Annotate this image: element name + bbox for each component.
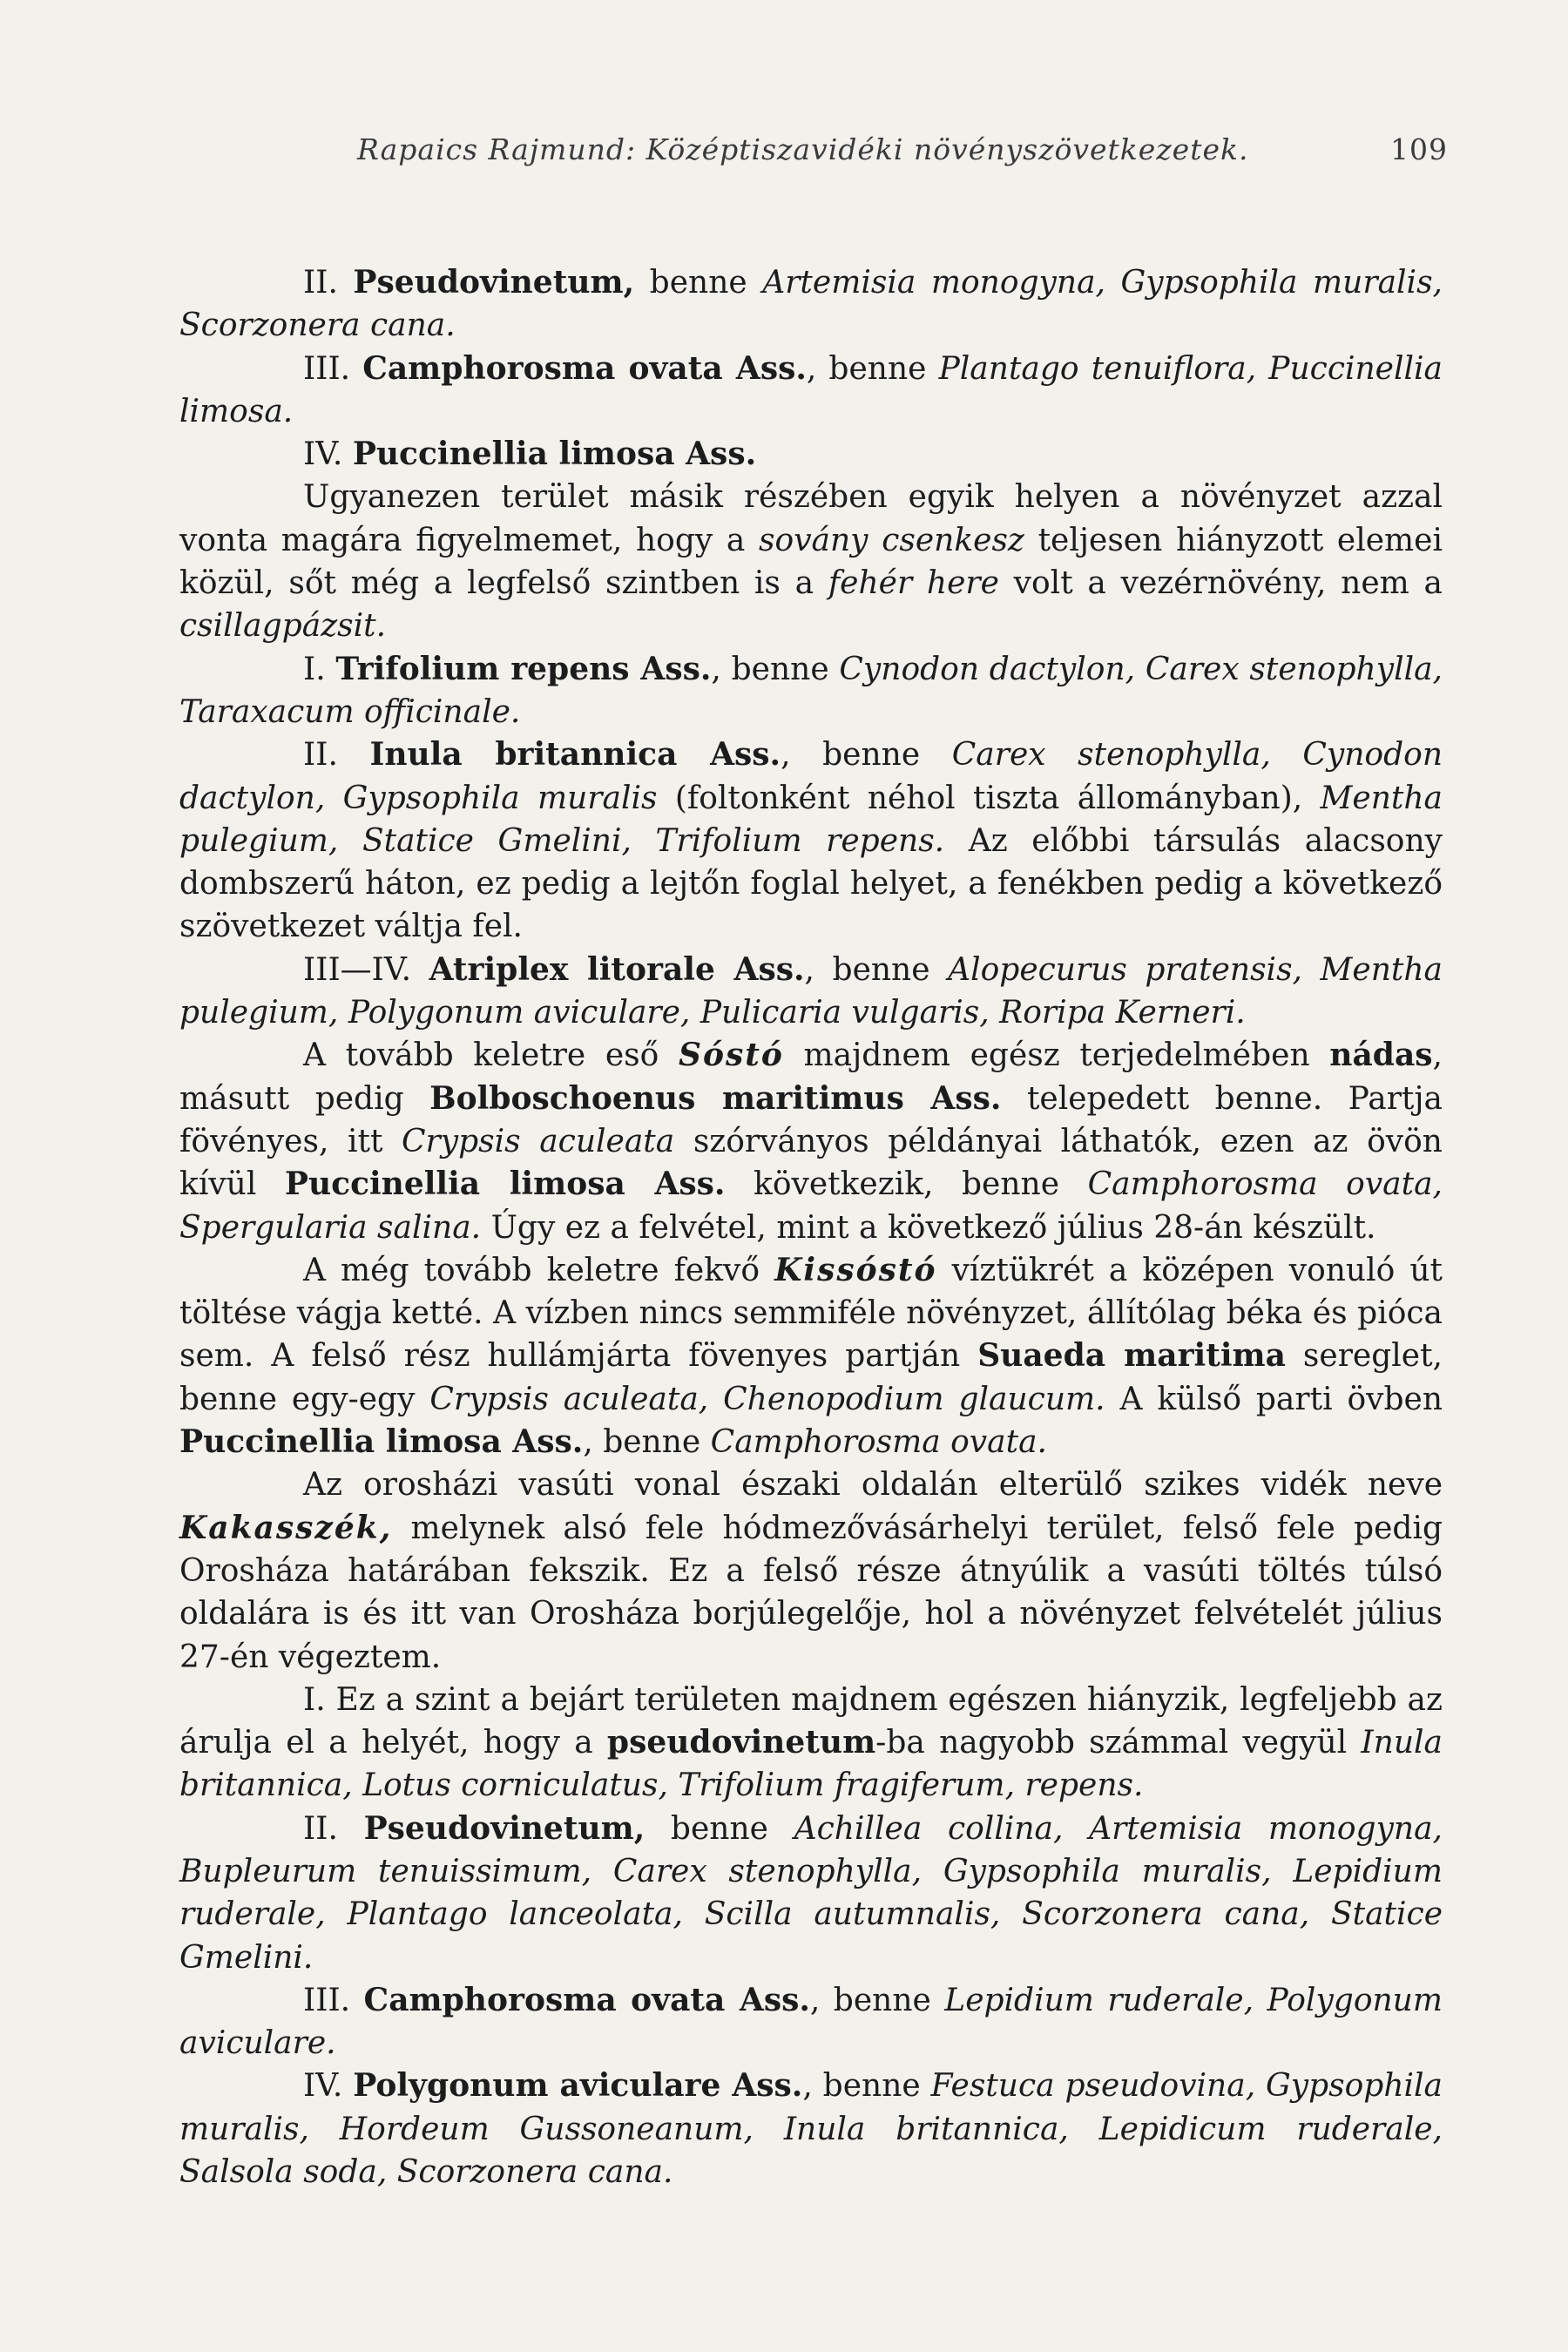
- text-run: Achillea collina, Artemisia monogyna, Bupleurum tenuissimum, Carex stenophylla, Gypsophila muralis, Lepidium ruderale, Plantago lanceolata, Scilla autumnalis, Scorzonera cana, Statice Gmelini.: [179, 1810, 1443, 1976]
- text-run: Crypsis aculeata, Chenopodium glaucum.: [429, 1381, 1105, 1417]
- text-run: Pseudovinetum,: [363, 1809, 645, 1847]
- paragraph: [179, 476, 1443, 647]
- text-run: benne: [645, 1810, 794, 1847]
- text-run: Pseudovinetum,: [353, 264, 635, 301]
- text-run: Puccinellia limosa Ass.: [352, 436, 757, 473]
- text-run: , másutt pedig: [179, 1037, 1443, 1117]
- text-run: Camphorosma ovata: [362, 349, 723, 387]
- text-run: sovány csenkesz: [759, 522, 1024, 558]
- body-text: [179, 261, 1443, 2193]
- text-run: következik, benne: [725, 1166, 1088, 1203]
- text-run: , benne: [804, 951, 949, 988]
- text-run: Inula britannica Ass.: [369, 736, 781, 774]
- text-run: Suaeda maritima: [977, 1337, 1286, 1375]
- text-run: III—IV.: [303, 951, 429, 988]
- text-run: Camphorosma ovata.: [710, 1424, 1047, 1461]
- paragraph: [179, 1808, 1443, 1979]
- text-run: Festuca pseudovina, Gypsophila muralis, Hordeum Gussoneanum, Inula britannica, Lepidicum ruderale, Salsola soda, Scorzonera cana.: [179, 2068, 1443, 2191]
- text-run: Ugyanezen terület másik részében egyik helyen a növényzet azzal vonta magára figyelmemet, hogy a: [179, 479, 1443, 558]
- text-run: , benne: [802, 2068, 931, 2105]
- text-run: Puccinellia limosa Ass.: [284, 1166, 726, 1203]
- text-run: A még tovább keletre fekvő: [303, 1252, 775, 1288]
- paragraph: [179, 1249, 1443, 1463]
- text-run: II.: [303, 737, 370, 774]
- text-run: csillagpázsit.: [179, 608, 387, 645]
- text-run: Camphorosma ovata Ass.: [363, 1981, 810, 2018]
- text-run: Kissóstó: [774, 1251, 937, 1288]
- text-run: Artemisia monogyna, Gypsophila muralis, Scorzonera cana.: [179, 265, 1443, 344]
- text-run: Inula britannica, Lotus corniculatus, Trifolium fragiferum, repens.: [179, 1725, 1443, 1804]
- text-run: II.: [303, 1810, 364, 1847]
- text-run: Úgy ez a felvétel, mint a következő július 28-án készült.: [481, 1209, 1376, 1246]
- paragraph: [179, 261, 1443, 348]
- page-number: 109: [1390, 132, 1448, 166]
- text-run: fehér here: [828, 565, 999, 602]
- text-run: Plantago tenuiflora, Puccinellia limosa.: [179, 350, 1443, 429]
- paragraph: [179, 1463, 1443, 1678]
- running-header: [348, 132, 1448, 176]
- text-run: Sóstó: [678, 1037, 784, 1074]
- text-run: I.: [303, 651, 336, 687]
- text-run: Ass.: [722, 349, 807, 387]
- paragraph: [179, 949, 1443, 1035]
- paragraph: [179, 648, 1443, 734]
- text-run: II.: [303, 265, 354, 301]
- paragraph: [179, 433, 1443, 476]
- paragraph: [179, 1034, 1443, 1248]
- text-run: (foltonként néhol tiszta állományban),: [657, 780, 1321, 816]
- paragraph: [179, 348, 1443, 434]
- text-run: Puccinellia limosa Ass.: [179, 1423, 584, 1461]
- text-run: Az előbbi társulás alacsony dombszerű háton, ez pedig a lejtőn foglal helyet, a fenékben pedig a következő szövetkezet váltja fel.: [179, 822, 1443, 945]
- text-run: Cynodon dactylon, Carex stenophylla, Taraxacum officinale.: [179, 651, 1443, 730]
- text-run: Kakasszék,: [179, 1509, 393, 1546]
- text-run: III.: [303, 350, 363, 387]
- text-run: , benne: [806, 350, 939, 387]
- text-run: IV.: [303, 2068, 354, 2105]
- text-run: Mentha pulegium, Statice Gmelini, Trifolium repens.: [179, 780, 1443, 859]
- text-run: víztükrét a középen vonuló út töltése vágja ketté. A vízben nincs semmiféle növényzet, állítólag béka és pióca sem. A felső rész hullámjárta fövenyes partján: [179, 1252, 1443, 1375]
- text-run: telepedett benne. Partja fövényes, itt: [179, 1080, 1443, 1159]
- text-run: sereglet, benne egy-egy: [179, 1338, 1443, 1417]
- text-run: III.: [303, 1982, 364, 2018]
- text-run: Carex stenophylla, Cynodon dactylon, Gypsophila muralis: [179, 737, 1443, 816]
- text-run: Alopecurus pratensis, Mentha pulegium, Polygonum aviculare, Pulicaria vulgaris, Roripa Kerneri.: [179, 951, 1443, 1031]
- text-run: Lepidium ruderale, Polygonum aviculare.: [179, 1982, 1443, 2062]
- paragraph: [179, 733, 1443, 948]
- text-run: I. Ez a szint a bejárt területen majdnem egészen hiányzik, legfeljebb az árulja el a helyét, hogy a: [179, 1681, 1443, 1761]
- text-run: volt a vezérnövény, nem a: [998, 565, 1443, 602]
- text-run: , benne: [809, 1982, 945, 2018]
- text-run: szórványos példányai láthatók, ezen az övön kívül: [179, 1123, 1443, 1203]
- text-run: , benne: [583, 1424, 711, 1461]
- text-run: teljesen hiányzott elemei közül, sőt még a legfelső szintben is a: [179, 522, 1443, 602]
- text-run: A tovább keletre eső: [303, 1037, 679, 1074]
- text-run: Polygonum aviculare Ass.: [353, 2067, 803, 2105]
- text-run: Az orosházi vasúti vonal északi oldalán elterülő szikes vidék neve: [303, 1467, 1443, 1504]
- text-run: nádas: [1329, 1037, 1433, 1074]
- text-run: Atriplex litorale Ass.: [429, 950, 805, 988]
- text-run: pseudovinetum: [606, 1724, 876, 1761]
- paragraph: [179, 2065, 1443, 2193]
- text-run: Bolboschoenus maritimus Ass.: [429, 1079, 1002, 1117]
- text-run: majdnem egész terjedelmében: [783, 1037, 1330, 1074]
- text-run: Camphorosma ovata, Spergularia salina.: [179, 1166, 1443, 1246]
- running-title: Rapaics Rajmund: Középtiszavidéki növényszövetkezetek.: [357, 132, 1249, 166]
- text-run: , benne: [711, 651, 840, 687]
- text-run: benne: [634, 265, 763, 301]
- text-run: melynek alsó fele hódmezővásárhelyi terület, felső fele pedig Orosháza határában fekszik. Ez a felső része átnyúlik a vasúti töltés túlsó oldalára is és itt van Orosháza borjúlegelője, hol a növényzet felvételét július 27-én végeztem.: [179, 1510, 1443, 1675]
- text-run: IV.: [303, 436, 353, 473]
- paragraph: [179, 1979, 1443, 2065]
- text-run: Crypsis aculeata: [402, 1123, 675, 1159]
- text-run: -ba nagyobb számmal vegyül: [875, 1725, 1362, 1761]
- text-run: Trifolium repens Ass.: [335, 650, 712, 687]
- text-run: , benne: [781, 737, 952, 774]
- text-run: A külső parti övben: [1105, 1381, 1443, 1417]
- paragraph: [179, 1679, 1443, 1808]
